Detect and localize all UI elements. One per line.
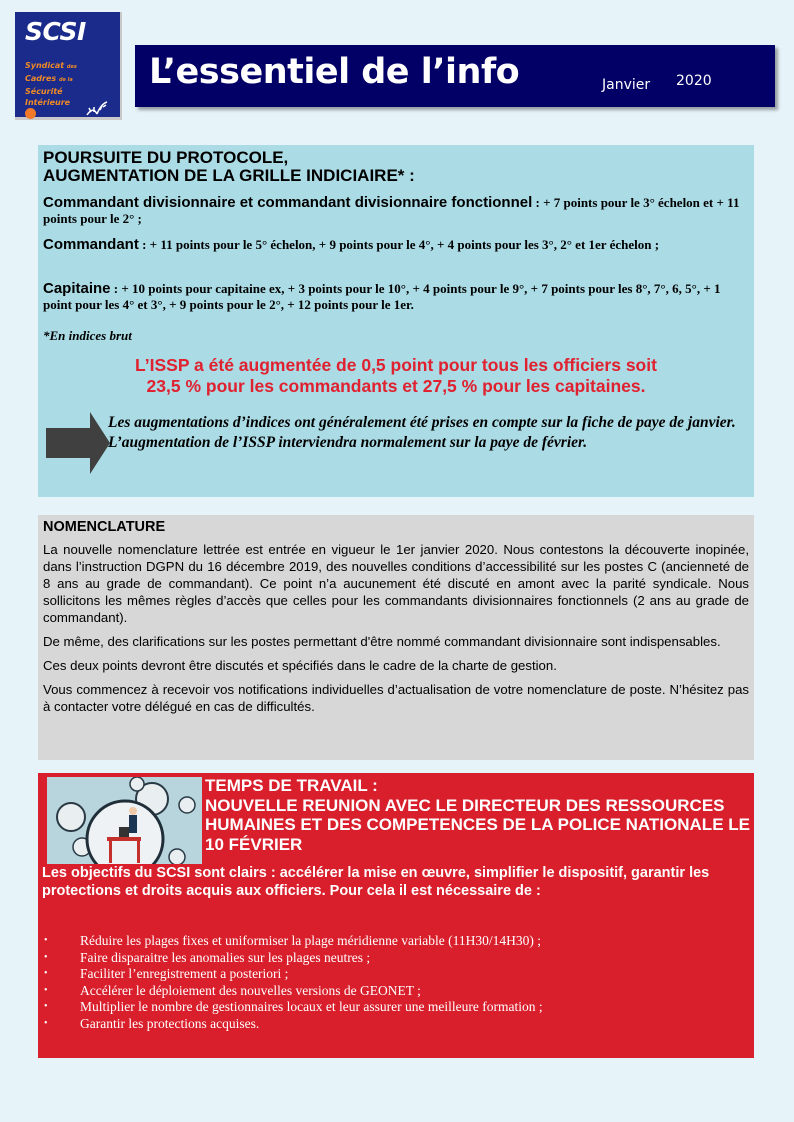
- logo-subtitle-word: de la: [58, 77, 73, 83]
- list-item: [38, 950, 543, 967]
- issue-month: Janvier: [602, 77, 651, 93]
- list-item-text: Multiplier le nombre de gestionnaires locaux et leur assurer une meilleure formation ;: [80, 999, 543, 1014]
- rank-item-capitaine: [43, 281, 748, 313]
- work-time-section: [38, 773, 754, 1058]
- issue-year: 2020: [676, 73, 712, 89]
- rank-details: : + 7 points pour le 3° échelon et + 11 points pour le 2° ;: [43, 195, 740, 226]
- protocol-heading-line: AUGMENTATION DE LA GRILLE INDICIAIRE* :: [43, 166, 415, 185]
- work-time-heading: [205, 776, 750, 854]
- logo-subtitle-word: Cadres: [25, 74, 57, 83]
- rank-details: : + 11 points pour le 5° échelon, + 9 points pour le 4°, + 4 points pour les 3°, 2° et 1er échelon ;: [138, 237, 660, 252]
- issp-announcement: [38, 355, 754, 397]
- rank-label: Capitaine: [43, 280, 111, 297]
- bullet-icon: •: [44, 984, 48, 996]
- protocol-heading-line: POURSUITE DU PROTOCOLE,: [43, 148, 289, 167]
- list-item: [38, 1016, 543, 1033]
- list-item-text: Faire disparaitre les anomalies sur les plages neutres ;: [80, 949, 371, 965]
- bullet-icon: •: [44, 968, 48, 979]
- logo-subtitle-word: Sécurité: [25, 87, 63, 96]
- bullet-icon: •: [44, 951, 48, 963]
- protocol-section: [38, 145, 754, 497]
- issp-line: L’ISSP a été augmentée de 0,5 point pour tous les officiers soit: [135, 355, 657, 375]
- indices-footnote: *En indices brut: [43, 328, 132, 343]
- rank-label: Commandant: [43, 236, 139, 253]
- list-item-text: Garantir les protections acquises.: [80, 1015, 260, 1031]
- bullet-icon: •: [44, 1001, 48, 1012]
- rank-details: : + 10 points pour capitaine ex, + 3 points pour le 10°, + 4 points pour le 9°, + 7 points pour les 8°, 7°, 6, 5°, + 1 point pour les 4° et 3°, + 9 points pour le 2°, + 12 points pour le 1er.: [43, 281, 721, 312]
- issp-line: 23,5 % pour les commandants et 27,5 % pour les capitaines.: [146, 376, 646, 396]
- work-time-heading-line: TEMPS DE TRAVAIL :: [205, 776, 378, 795]
- list-item-text: Accélérer le déploiement des nouvelles versions de GEONET ;: [80, 982, 421, 998]
- nomenclature-heading: NOMENCLATURE: [43, 519, 166, 535]
- nomenclature-paragraph: De même, des clarifications sur les postes permettant d'être nommé commandant divisionnaire sont indispensables.: [43, 634, 721, 649]
- clock-illustration: [47, 777, 202, 864]
- rank-item-commandant: [43, 237, 748, 253]
- cfdt-badge-icon: [25, 108, 36, 119]
- nomenclature-paragraph: Vous commencez à recevoir vos notifications individuelles d’actualisation de votre nomenclature de poste. N’hésitez pas à contacter votre délégué en cas de difficultés.: [43, 682, 749, 714]
- objectives-list: [38, 933, 543, 1032]
- list-item: [38, 983, 543, 1000]
- payslip-note: Les augmentations d’indices ont généralement été prises en compte sur la fiche de paye de janvier. L’augmentation de l’ISSP interviendra normalement sur la paye de février.: [108, 414, 736, 451]
- nomenclature-paragraph: La nouvelle nomenclature lettrée est entrée en vigueur le 1er janvier 2020. Nous contestons la découverte inopinée, dans l’instruction DGPN du 16 décembre 2019, des nouvelles conditions d’accessibilité sur les postes C (ancienneté de 8 ans au grade de commandant). Ce point n’a aucunement été discuté en amont avec la parité syndicale. Nous sollicitons les mêmes règles d’accès que celles pour les commandants divisionnaires fonctionnels (2 ans au grade de commandant).: [43, 542, 749, 625]
- bullet-icon: •: [44, 935, 48, 946]
- bullet-icon: •: [44, 1017, 48, 1029]
- header-banner: [135, 45, 775, 107]
- newsletter-title: L’essentiel de l’info: [149, 52, 520, 92]
- logo-subtitle-word: des: [66, 64, 77, 70]
- logo-subtitle-word: Intérieure: [25, 98, 71, 107]
- objectives-lead: Les objectifs du SCSI sont clairs : accélérer la mise en œuvre, simplifier le dispositif, garantir les protections et droits acquis aux officiers. Pour cela il est nécessaire de :: [42, 865, 710, 899]
- nomenclature-body: [43, 541, 749, 722]
- laurel-icon: [85, 100, 109, 116]
- scsi-logo: [15, 12, 122, 120]
- rank-label: Commandant divisionnaire et commandant divisionnaire fonctionnel: [43, 194, 533, 211]
- arrow-right-icon: [46, 412, 110, 474]
- nomenclature-paragraph: Ces deux points devront être discutés et spécifiés dans le cadre de la charte de gestion.: [43, 658, 557, 673]
- nomenclature-section: [38, 515, 754, 760]
- logo-subtitle: [25, 60, 77, 108]
- logo-subtitle-word: Syndicat: [25, 61, 65, 70]
- list-item: [38, 966, 543, 983]
- logo-name: SCSI: [25, 17, 86, 46]
- list-item-text: Faciliter l’enregistrement a posteriori ;: [80, 966, 289, 981]
- list-item-text: Réduire les plages fixes et uniformiser la plage méridienne variable (11H30/14H30) ;: [80, 933, 541, 948]
- rank-item-commandant-divisionnaire: [43, 195, 748, 227]
- list-item: [38, 933, 543, 950]
- work-time-heading-line: NOUVELLE REUNION AVEC LE DIRECTEUR DES RESSOURCES HUMAINES ET DES COMPETENCES DE LA POLICE NATIONALE LE 10 FÉVRIER: [205, 795, 750, 854]
- list-item: [38, 999, 543, 1016]
- protocol-heading: [43, 149, 415, 185]
